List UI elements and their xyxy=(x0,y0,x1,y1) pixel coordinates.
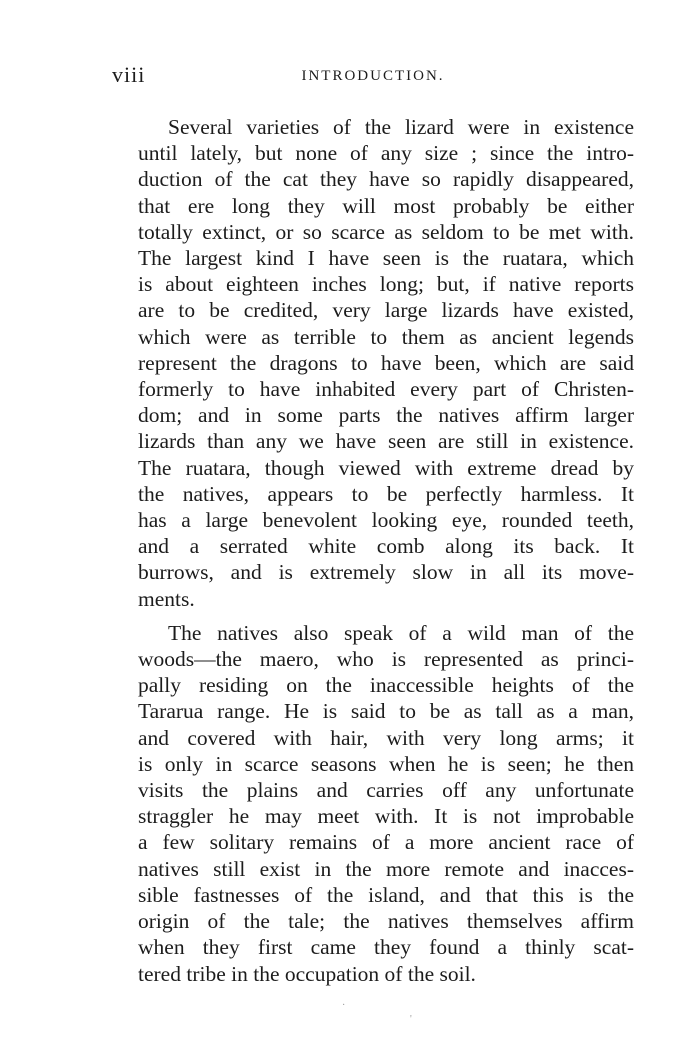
text-line: visits the plains and carries off any unfortunate xyxy=(138,778,634,803)
text-line: pally residing on the inaccessible heights of the xyxy=(138,673,634,698)
text-line: The natives also speak of a wild man of the xyxy=(168,620,634,645)
text-line: a few solitary remains of a more ancient race of xyxy=(138,830,634,855)
text-line: and covered with hair, with very long arms; it xyxy=(138,725,634,750)
text-line: tered tribe in the occupation of the soil. xyxy=(138,961,476,986)
text-line: and a serrated white comb along its back. It xyxy=(138,534,634,559)
text-line: which were as terrible to them as ancient legends xyxy=(138,324,634,349)
paragraph-maero xyxy=(108,620,634,987)
text-line: are to be credited, very large lizards have existed, xyxy=(138,298,634,323)
body-text xyxy=(108,114,634,987)
text-line: the natives, appears to be perfectly harmless. It xyxy=(138,481,634,506)
text-line: until lately, but none of any size ; since the intro- xyxy=(138,141,634,166)
text-line: Several varieties of the lizard were in existence xyxy=(168,115,634,139)
text-line: Tararua range. He is said to be as tall as a man, xyxy=(138,699,634,724)
text-line: woods—the maero, who is represented as princi- xyxy=(138,647,634,672)
text-line: when they first came they found a thinly scat- xyxy=(138,935,634,960)
text-line: lizards than any we have seen are still in existence. xyxy=(138,429,634,454)
text-line: dom; and in some parts the natives affirm larger xyxy=(138,403,634,428)
page-number: viii xyxy=(112,62,146,87)
print-speck: ' xyxy=(410,1014,412,1025)
text-line: origin of the tale; the natives themselves affirm xyxy=(138,909,634,934)
text-line: duction of the cat they have so rapidly disappeared, xyxy=(138,167,634,192)
text-line: ments. xyxy=(138,586,195,611)
text-line: natives still exist in the more remote and inacces- xyxy=(138,856,634,881)
paragraph-lizards xyxy=(108,114,634,612)
page-header xyxy=(112,62,634,92)
text-line: that ere long they will most probably be either xyxy=(138,193,634,218)
print-speck: · xyxy=(342,1000,346,1011)
text-line: is about eighteen inches long; but, if native reports xyxy=(138,272,634,297)
text-line: totally extinct, or so scarce as seldom to be met with. xyxy=(138,219,634,244)
text-line: burrows, and is extremely slow in all its move- xyxy=(138,560,634,585)
running-head: INTRODUCTION. xyxy=(301,68,445,84)
text-line: represent the dragons to have been, which are said xyxy=(138,350,634,375)
text-line: straggler he may meet with. It is not improbable xyxy=(138,804,634,829)
text-line: The largest kind I have seen is the ruatara, which xyxy=(138,246,634,271)
text-line: The ruatara, though viewed with extreme dread by xyxy=(138,455,634,480)
text-line: sible fastnesses of the island, and that this is the xyxy=(138,882,634,907)
text-line: formerly to have inhabited every part of Christen- xyxy=(138,377,634,402)
text-line: is only in scarce seasons when he is seen; he then xyxy=(138,751,634,776)
text-line: has a large benevolent looking eye, rounded teeth, xyxy=(138,508,634,533)
